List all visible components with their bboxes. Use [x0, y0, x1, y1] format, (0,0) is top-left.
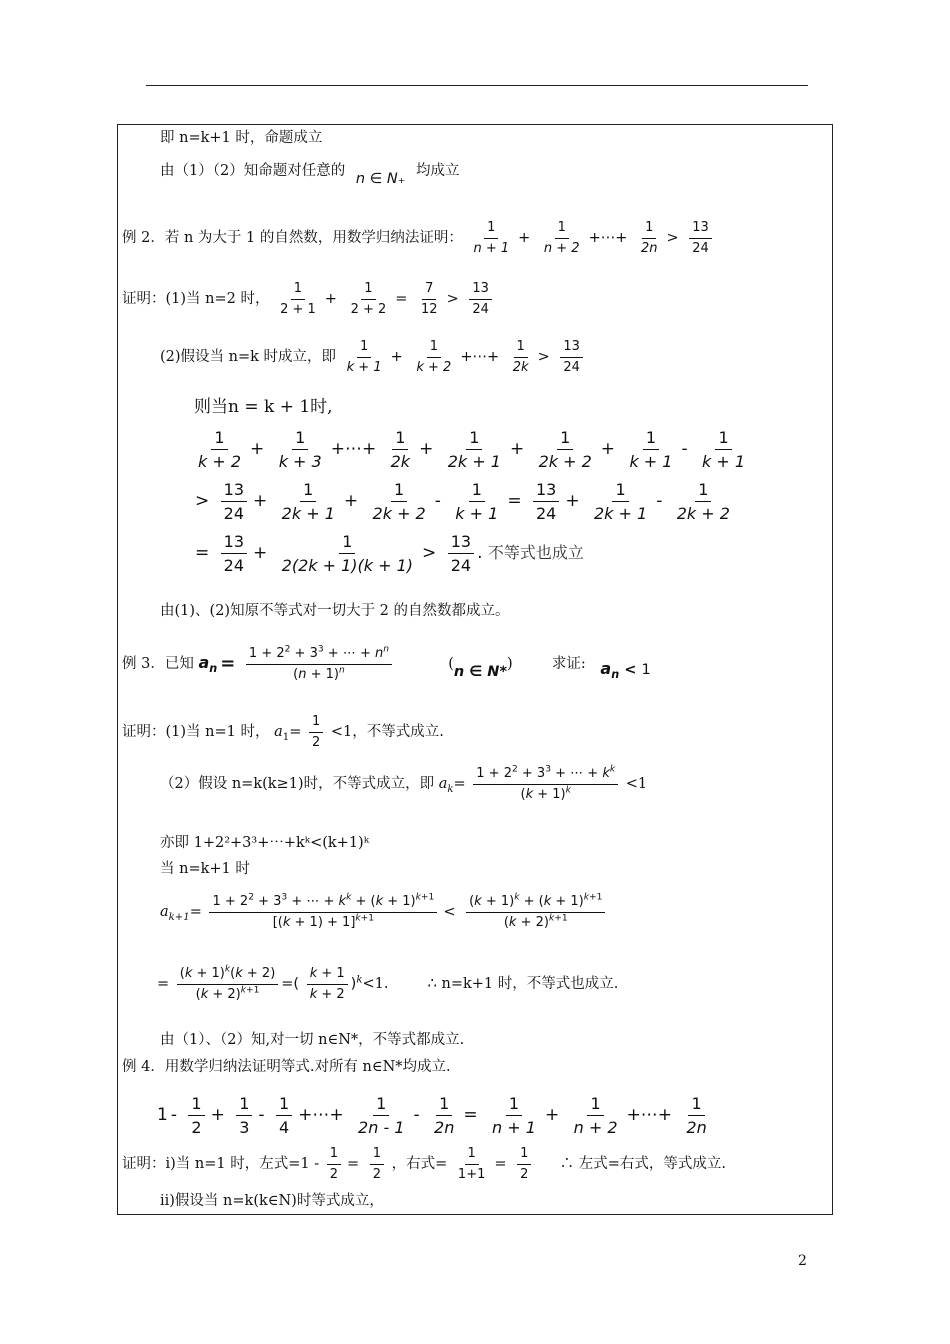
fraction: $\frac{1}{4}$: [276, 1094, 292, 1137]
fraction: $\frac{1 + 2^2 + 3^3 + \cdots + k^k + (k + 1)^{k+1}}{[(k + 1) + 1]^{k+1}}$: [209, 894, 437, 930]
text: (2)假设当 n=k 时成立，即: [160, 349, 337, 366]
example-3-statement: 例 3．已知 $a_n$ = $\frac{1 + 2^2 + 3^3 + \cdots + n^n}{(n + 1)^n}$ (n ∈ N*) 求证: $a_n < 1$: [122, 644, 651, 682]
line-conclusion-1: 即 n=k+1 时，命题成立: [160, 130, 323, 146]
fraction: $\frac{1}{2k}$: [512, 339, 529, 375]
example-4-statement: 例 4．用数学归纳法证明等式.对所有 n∈N*均成立.: [122, 1059, 451, 1075]
fraction: $\frac{1}{2k + 2}$: [538, 428, 592, 472]
example-3-derivation-1: $a_{k+1}=$ $\frac{1 + 2^2 + 3^3 + \cdots + k^k + (k + 1)^{k+1}}{[(k + 1) + 1]^{k+1}}$ < $\frac{(k + 1)^k + (k + 1)^{k+1}}{(k + 2)^{k+1}}$: [160, 894, 608, 930]
fraction: $\frac{1}{1+1}$: [457, 1146, 486, 1182]
line-conclusion-2: [160, 163, 460, 187]
text: ∴ n=k+1 时，不等式也成立.: [427, 976, 619, 993]
text: <1，不等式成立.: [330, 724, 444, 741]
fraction: $\frac{1}{k + 1}$: [455, 480, 499, 524]
math-n-in-N: n ∈ N₊: [355, 171, 406, 187]
example-2-then: 则当n = k + 1时,: [194, 397, 333, 417]
text: （2）假设 n=k(k≥1)时，不等式成立，即: [160, 776, 435, 793]
example-2-proof-step-1: 证明：(1)当 n=2 时， $\frac{1}{2 + 1}$ + $\frac{1}{2 + 2}$ = $\frac{7}{12}$ > $\frac{13}{24}$: [122, 281, 495, 317]
fraction: $\frac{1}{2 + 2}$: [350, 281, 387, 317]
fraction: $\frac{1 + 2^2 + 3^3 + \cdots + n^n}{(n + 1)^n}$: [246, 646, 392, 682]
page-number: 2: [798, 1253, 807, 1269]
fraction: $\frac{1}{2n - 1}$: [358, 1094, 405, 1138]
text: 证明：(1)当 n=2 时，: [122, 291, 270, 308]
example-2-derivation-2: > $\frac{13}{24}$ + $\frac{1}{2k + 1}$ + $\frac{1}{2k + 2}$ - $\frac{1}{k + 1}$ = $\frac{13}{24}$ + $\frac{1}{2k + 1}$ - $\frac{1}{2k + 2}$: [192, 480, 736, 523]
text: 求证:: [551, 656, 586, 673]
fraction: $\frac{1}{k + 2}$: [416, 339, 452, 375]
fraction: $\frac{1}{k + 1}$: [629, 428, 673, 472]
fraction: $\frac{1}{2}$: [309, 714, 323, 750]
fraction: $\frac{1}{2k + 2}$: [372, 480, 426, 524]
example-3-proof-step-2: （2）假设 n=k(k≥1)时，不等式成立，即 $a_k=$ $\frac{1 + 2^2 + 3^3 + \cdots + k^k}{(k + 1)^k}$ <1: [160, 764, 648, 802]
fraction: $\frac{1}{n + 2}$: [543, 220, 580, 256]
fraction: $\frac{7}{12}$: [421, 281, 438, 317]
text: ∴ 左式=右式，等式成立.: [559, 1156, 726, 1173]
fraction: $\frac{k + 1}{k + 2}$: [307, 966, 348, 1002]
text: 例 3．已知: [122, 656, 194, 673]
fraction: $\frac{1}{2n}$: [640, 220, 658, 256]
example-3-when: 当 n=k+1 时: [160, 861, 250, 877]
text: 均成立: [415, 163, 460, 179]
example-3-proof-step-1: 证明：(1)当 n=1 时， $a_1=$ $\frac{1}{2}$ <1，不等式成立.: [122, 714, 444, 750]
fraction: $\frac{1}{2n}$: [686, 1094, 707, 1138]
math-n-in-N-star: n ∈ N*: [453, 664, 508, 681]
text: 证明：(1)当 n=1 时，: [122, 724, 270, 741]
fraction: $\frac{1}{n + 1}$: [492, 1094, 536, 1138]
fraction: $\frac{13}{24}$: [448, 532, 474, 575]
example-2-statement: 例 2．若 n 为大于 1 的自然数，用数学归纳法证明： $\frac{1}{n + 1}$ + $\frac{1}{n + 2}$ +⋯+ $\frac{1}{2n}$ > $\frac{13}{24}$: [122, 220, 715, 256]
example-3-conclusion: 由（1）、（2）知,对一切 n∈N*，不等式都成立.: [160, 1032, 465, 1048]
text: 由（1）（2）知命题对任意的: [160, 163, 346, 179]
fraction: $\frac{1}{n + 1}$: [473, 220, 510, 256]
example-2-proof-step-2: (2)假设当 n=k 时成立，即 $\frac{1}{k + 1}$ + $\frac{1}{k + 2}$ +⋯+ $\frac{1}{2k}$ > $\frac{13}{24}$: [160, 339, 586, 375]
example-3-also: 亦即 1+2²+3³+⋯+kᵏ<(k+1)ᵏ: [160, 835, 369, 851]
text: 证明：i)当 n=1 时，左式=1 -: [122, 1156, 320, 1173]
text: 不等式也成立: [487, 543, 584, 563]
fraction: $\frac{1}{2(2k + 1)(k + 1)}$: [281, 532, 414, 576]
fraction: $\frac{1 + 2^2 + 3^3 + \cdots + k^k}{(k + 1)^k}$: [473, 766, 618, 802]
fraction: $\frac{1}{2k + 1}$: [593, 480, 648, 524]
fraction: $\frac{1}{2}$: [370, 1146, 384, 1182]
example-2-conclusion: 由(1)、(2)知原不等式对一切大于 2 的自然数都成立。: [160, 603, 510, 619]
header-rule: [146, 85, 808, 86]
fraction: $\frac{1}{k + 1}$: [346, 339, 382, 375]
fraction: $\frac{1}{3}$: [236, 1094, 252, 1137]
fraction: $\frac{1}{n + 2}$: [573, 1094, 618, 1138]
fraction: $\frac{1}{2k + 2}$: [676, 480, 730, 524]
fraction: $\frac{1}{2k + 1}$: [281, 480, 335, 524]
example-2-derivation-3: = $\frac{13}{24}$ + $\frac{1}{2(2k + 1)(k + 1)}$ > $\frac{13}{24}$ . 不等式也成立: [195, 532, 584, 576]
fraction: $\frac{1}{2}$: [327, 1146, 341, 1182]
fraction: $\frac{1}{k + 2}$: [198, 428, 242, 472]
fraction: $\frac{(k + 1)^k(k + 2)}{(k + 2)^{k+1}}$: [177, 966, 279, 1002]
text: 例 2．若 n 为大于 1 的自然数，用数学归纳法证明：: [122, 230, 463, 247]
example-3-derivation-2: = $\frac{(k + 1)^k(k + 2)}{(k + 2)^{k+1}}$ =( $\frac{k + 1}{k + 2}$ )$^k$<1. ∴ n=k+1 时，不等式也成立.: [157, 964, 619, 1002]
fraction: $\frac{(k + 1)^k + (k + 1)^{k+1}}{(k + 2)^{k+1}}$: [466, 894, 605, 930]
example-4-equation: 1 - $\frac{1}{2}$ + $\frac{1}{3}$ - $\frac{1}{4}$ +⋯+ $\frac{1}{2n - 1}$ - $\frac{1}{2n}$ = $\frac{1}{n + 1}$ + $\frac{1}{n + 2}$ +⋯+ $\frac{1}{2n}$: [157, 1094, 713, 1137]
example-2-derivation-1: $\frac{1}{k + 2}$ + $\frac{1}{k + 3}$ +⋯+ $\frac{1}{2k}$ + $\frac{1}{2k + 1}$ + $\frac{1}{2k + 2}$ + $\frac{1}{k + 1}$ - $\frac{1}{k + 1}$: [192, 428, 751, 471]
fraction: $\frac{1}{2}$: [188, 1094, 204, 1137]
fraction: $\frac{1}{2k + 1}$: [447, 428, 501, 472]
fraction: $\frac{13}{24}$: [689, 220, 712, 256]
fraction: $\frac{13}{24}$: [221, 532, 247, 575]
example-4-proof-step-1: 证明：i)当 n=1 时，左式=1 - $\frac{1}{2}$ = $\frac{1}{2}$ ，右式= $\frac{1}{1+1}$ = $\frac{1}{2}$ ∴ 左式=右式，等式成立.: [122, 1146, 726, 1182]
fraction: $\frac{13}{24}$: [221, 480, 247, 523]
fraction: $\frac{1}{2k}$: [390, 428, 411, 472]
fraction: $\frac{1}{2n}$: [434, 1094, 455, 1138]
fraction: $\frac{1}{k + 3}$: [278, 428, 322, 472]
fraction: $\frac{1}{2}$: [517, 1146, 531, 1182]
fraction: $\frac{1}{k + 1}$: [702, 428, 746, 472]
fraction: $\frac{1}{2 + 1}$: [280, 281, 316, 317]
fraction: $\frac{13}{24}$: [533, 480, 559, 523]
text: ，右式=: [391, 1156, 448, 1173]
fraction: $\frac{13}{24}$: [560, 339, 583, 375]
fraction: $\frac{13}{24}$: [469, 281, 492, 317]
example-4-proof-step-2: ii)假设当 n=k(k∈N)时等式成立，: [160, 1193, 384, 1209]
